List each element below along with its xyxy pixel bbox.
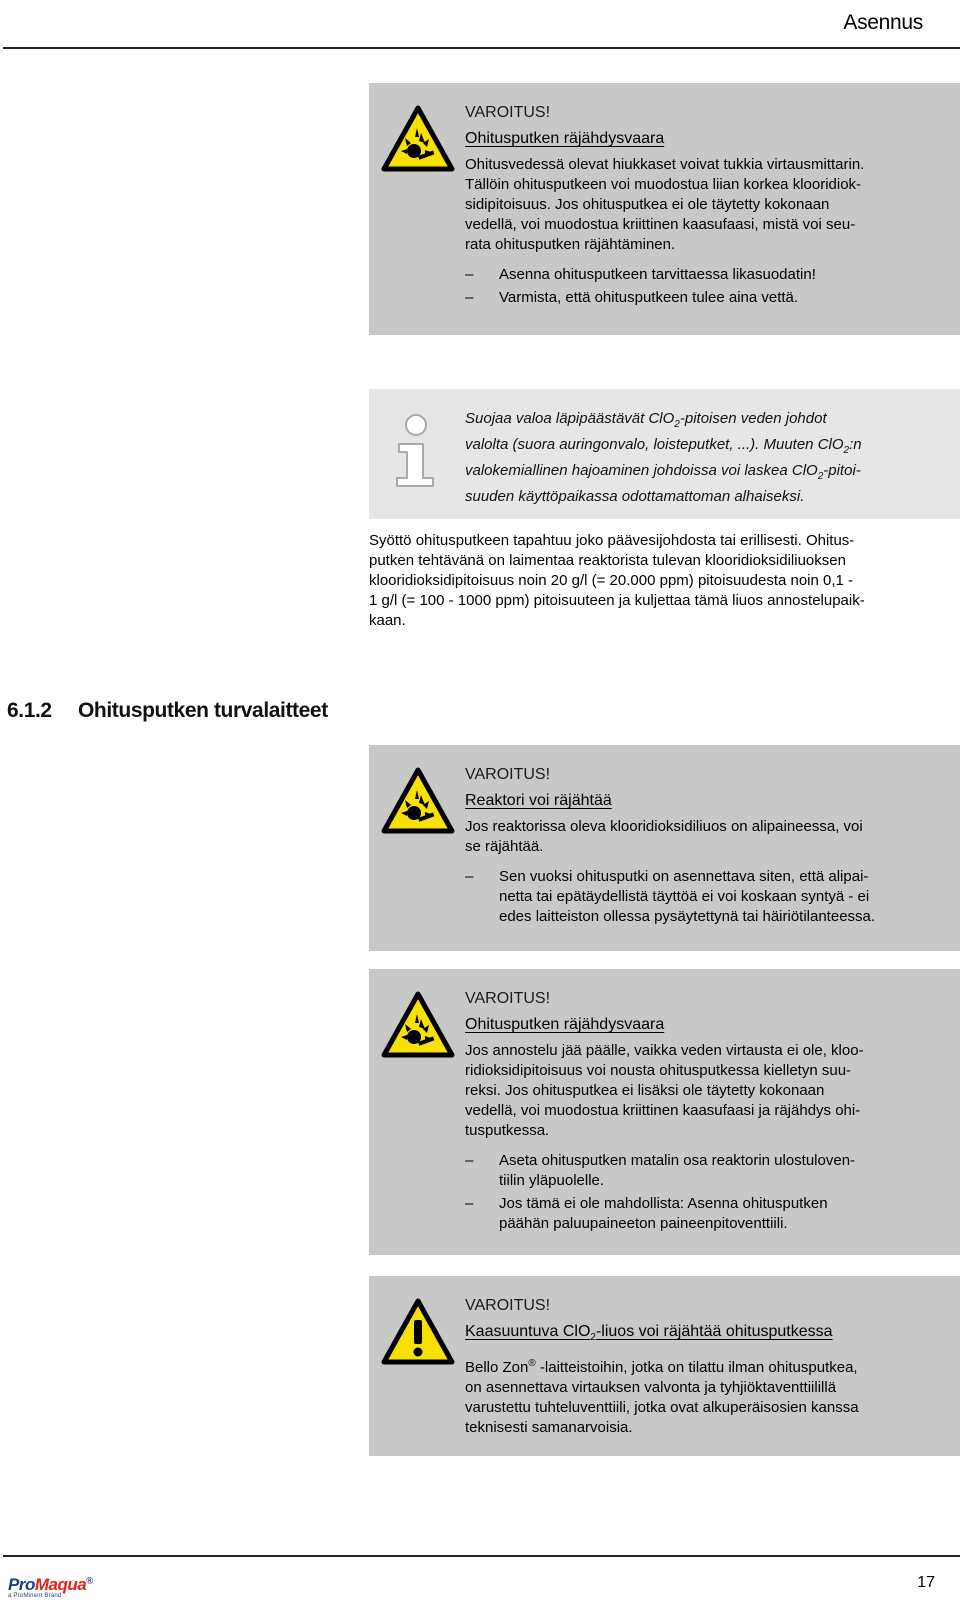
warning-text: Ohitusvedessä olevat hiukkaset voivat tukkia virtausmittarin. Tällöin ohitusputkeen voi muodostua liian korkea klooridiok- sidipitoisuus. Jos ohitusputkea ei ole täytetty kokonaan vedellä, voi muodostua kriittinen kaasufaasi, mistä voi seu- rata ohitusputken räjähtäminen. (465, 156, 865, 253)
warning-label: VAROITUS! (465, 1297, 551, 1314)
explosion-hazard-icon (381, 767, 455, 835)
warning-box-bypass-explosion (369, 83, 960, 335)
list-item: – Asenna ohitusputkeen tarvittaessa likasuodatin! (465, 265, 948, 285)
warning-subtitle: Ohitusputken räjähdysvaara (465, 1016, 665, 1033)
warning-bullets (465, 867, 948, 927)
list-item: – Sen vuoksi ohitusputki on asennettava siten, että alipai- netta tai epätäydellistä täyttöä ei voi koskaan syntyä - ei edes laitteiston ollessa pysäytettynä tai häiriötilanteessa. (465, 867, 948, 927)
info-box-light-protection (369, 389, 960, 519)
section-heading (7, 699, 328, 723)
warning-box-bypass-explosion-2 (369, 969, 960, 1255)
section-title: Ohitusputken turvalaitteet (78, 699, 328, 722)
body-paragraph: Syöttö ohitusputkeen tapahtuu joko päävesijohdosta tai erillisesti. Ohitus- putken tehtävänä on laimentaa reaktorista tulevan klooridioksidiliuoksen klooridioksidipitoisuus noin 20 g/l (= 20.000 ppm) pitoisuudesta noin 0,1 - 1 g/l (= 100 - 1000 ppm) pitoisuuteen ja kuljettaa tämä liuos annostelupaik- kaan. (369, 532, 865, 629)
warning-text: Jos reaktorissa oleva klooridioksidiliuos on alipaineessa, voi se räjähtää. (465, 818, 863, 855)
warning-label: VAROITUS! (465, 990, 551, 1007)
list-item: – Varmista, että ohitusputkeen tulee aina vettä. (465, 288, 948, 308)
info-icon (391, 410, 441, 490)
info-text: Suojaa valoa läpipäästävät ClO$_2$-pitoisen veden johdot valolta (suora auringonvalo, loisteputket, ...). Muuten ClO$_2$:n valokemiallinen hajoaminen johdoissa voi laskea ClO$_2$-pitoi- suuden käyttöpaikassa odottamattoman alhaiseksi. (465, 410, 862, 505)
list-item: – Aseta ohitusputken matalin osa reaktorin ulostuloven- tiilin yläpuolelle. (465, 1151, 948, 1191)
warning-subtitle: Reaktori voi räjähtää (465, 792, 612, 809)
warning-bullets (465, 1151, 948, 1234)
header-rule (3, 47, 960, 49)
brand-logo: ProMaqua® a ProMinent Brand (8, 1575, 93, 1599)
section-number: 6.1.2 (7, 699, 52, 722)
warning-box-clo2-gas-explosion (369, 1276, 960, 1456)
warning-subtitle: Kaasuuntuva ClO$_2$-liuos voi räjähtää ohitusputkessa (465, 1323, 833, 1344)
warning-label: VAROITUS! (465, 104, 551, 121)
warning-bullets (465, 265, 948, 308)
warning-label: VAROITUS! (465, 766, 551, 783)
list-item: – Jos tämä ei ole mahdollista: Asenna ohitusputken päähän paluupaineeton paineenpitoventtiili. (465, 1194, 948, 1234)
warning-subtitle: Ohitusputken räjähdysvaara (465, 130, 665, 147)
explosion-hazard-icon (381, 105, 455, 173)
warning-text: Jos annostelu jää päälle, vaikka veden virtausta ei ole, kloo- ridioksidipitoisuus voi nousta ohitusputkessa kielletyn suu- reksi. Jos ohitusputkea ei lisäksi ole täytetty kokonaan vedellä, voi muodostua kriittinen kaasufaasi ja räjähdys ohi- tusputkessa. (465, 1042, 864, 1139)
warning-text: Bello Zon® -laitteistoihin, jotka on tilattu ilman ohitusputkea, on asennettava virtauksen valvonta ja tyhjiöktaventtiilillä varustettu tuhteluventtiili, jotka ovat alkuperäisosien kanssa teknisesti samanarvoisia. (465, 1358, 859, 1437)
header-title: Asennus (843, 11, 923, 34)
page-number: 17 (917, 1574, 935, 1591)
explosion-hazard-icon (381, 991, 455, 1059)
warning-box-reactor-explosion (369, 745, 960, 951)
exclamation-hazard-icon (381, 1298, 455, 1366)
footer-rule (3, 1555, 960, 1557)
